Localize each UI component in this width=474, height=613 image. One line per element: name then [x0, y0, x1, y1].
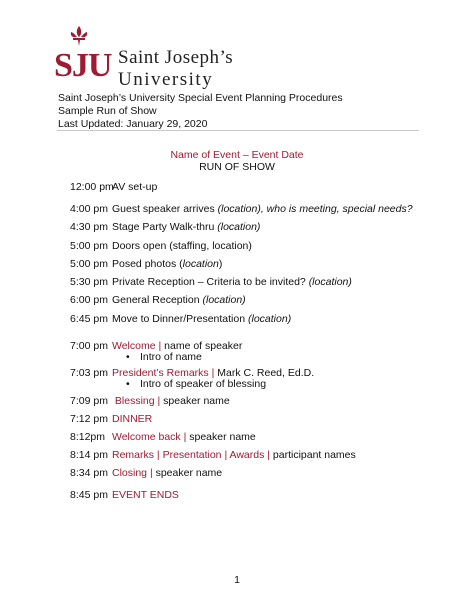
schedule-text: General Reception [112, 294, 203, 306]
schedule-note: (location) [248, 313, 292, 325]
schedule-text: Private Reception – Criteria to be invited? [112, 276, 309, 288]
schedule-separator: | [147, 467, 156, 479]
schedule-description [112, 313, 291, 325]
schedule-row [70, 313, 291, 326]
schedule-row [70, 449, 356, 462]
schedule-description [112, 181, 157, 193]
schedule-time: 12:00 pm [70, 181, 114, 193]
schedule-separator: | [154, 395, 164, 407]
schedule-description [112, 221, 260, 233]
bullet-dot-icon: • [126, 351, 130, 363]
schedule-text: participant names [272, 449, 356, 461]
schedule-text: Doors open (staffing, location) [112, 240, 252, 252]
schedule-bullet-item [126, 378, 266, 391]
schedule-row [70, 489, 179, 502]
schedule-note: (location) [217, 221, 261, 233]
bullet-dot-icon: • [126, 378, 130, 390]
schedule-highlight: Welcome [112, 340, 156, 352]
schedule-text: name of speaker [164, 340, 243, 352]
schedule-description [112, 276, 352, 288]
document-header [58, 92, 343, 131]
schedule-description [112, 203, 413, 215]
logo-name-line2: University [118, 69, 214, 90]
schedule-row [70, 413, 152, 426]
fleur-de-lis-icon [70, 26, 88, 46]
schedule-text-tail: ) [218, 258, 223, 270]
schedule-description [112, 395, 230, 407]
schedule-time: 5:30 pm [70, 276, 108, 288]
schedule-text: speaker name [155, 467, 223, 479]
schedule-separator: | [264, 449, 273, 461]
schedule-description [112, 467, 222, 479]
schedule-row [70, 395, 230, 408]
schedule-row [70, 181, 157, 194]
schedule-row [70, 258, 222, 271]
schedule-description [112, 240, 252, 252]
schedule-note: (location) [308, 276, 352, 288]
logo-mark: SJU [54, 47, 112, 84]
schedule-text: Guest speaker arrives [112, 203, 218, 215]
schedule-highlight: DINNER [112, 413, 153, 425]
bullet-text: Intro of name [140, 351, 202, 363]
schedule-time: 8:45 pm [70, 489, 108, 501]
schedule-time: 7:09 pm [70, 395, 108, 407]
run-of-show-title: RUN OF SHOW [199, 161, 275, 173]
schedule-text: speaker name [163, 395, 230, 407]
schedule-row [70, 203, 413, 216]
schedule-separator: | [155, 340, 165, 352]
schedule-row [70, 294, 246, 307]
schedule-description [112, 489, 179, 501]
schedule-separator: | [180, 431, 190, 443]
schedule-time: 5:00 pm [70, 258, 108, 270]
schedule-time: 7:12 pm [70, 413, 108, 425]
logo-name-line1: Saint Joseph’s [118, 47, 234, 68]
schedule-description [112, 431, 256, 443]
schedule-text: Stage Party Walk-thru [112, 221, 218, 233]
schedule-row [70, 467, 222, 480]
university-logo [52, 26, 352, 90]
schedule-description [112, 258, 222, 270]
header-line-2: Sample Run of Show [58, 105, 157, 117]
schedule-highlight: Welcome back [112, 431, 181, 443]
schedule-description [112, 413, 152, 425]
schedule-highlight: Blessing [112, 395, 155, 407]
schedule-note: location [182, 258, 219, 270]
schedule-text: speaker name [189, 431, 256, 443]
schedule-time: 5:00 pm [70, 240, 108, 252]
schedule-highlight: Remarks | Presentation | Awards [112, 449, 265, 461]
schedule-separator: | [208, 367, 218, 379]
schedule-description [112, 294, 246, 306]
event-title: Name of Event – Event Date [170, 149, 304, 161]
schedule-text: Posed photos ( [112, 258, 183, 270]
schedule-time: 8:14 pm [70, 449, 108, 461]
schedule-time: 6:00 pm [70, 294, 108, 306]
schedule-note: (location), who is meeting, special needs? [217, 203, 413, 215]
schedule-bullet-item [126, 351, 202, 364]
schedule-time: 6:45 pm [70, 313, 108, 325]
schedule-time: 4:30 pm [70, 221, 108, 233]
schedule-text: Move to Dinner/Presentation [112, 313, 248, 325]
schedule-highlight: Closing [112, 467, 148, 479]
schedule-time: 4:00 pm [70, 203, 108, 215]
schedule-highlight: President’s Remarks [112, 367, 209, 379]
schedule-highlight: EVENT ENDS [112, 489, 179, 501]
divider [57, 130, 419, 131]
schedule-note: (location) [202, 294, 246, 306]
schedule-description [112, 449, 356, 461]
page-number: 1 [234, 574, 240, 586]
schedule-time: 7:00 pm [70, 340, 108, 352]
schedule-text: AV set-up [112, 181, 158, 193]
schedule-row [70, 431, 256, 444]
header-line-1: Saint Joseph’s University Special Event Planning Procedures [58, 92, 343, 104]
schedule-time: 8:12pm [70, 431, 106, 443]
schedule-row [70, 221, 260, 234]
schedule-time: 7:03 pm [70, 367, 108, 379]
schedule-text: Mark C. Reed, Ed.D. [217, 367, 315, 379]
bullet-text: Intro of speaker of blessing [140, 378, 267, 390]
schedule-row [70, 276, 352, 289]
schedule-time: 8:34 pm [70, 467, 108, 479]
header-line-3: Last Updated: January 29, 2020 [58, 118, 208, 130]
schedule-row [70, 240, 252, 253]
